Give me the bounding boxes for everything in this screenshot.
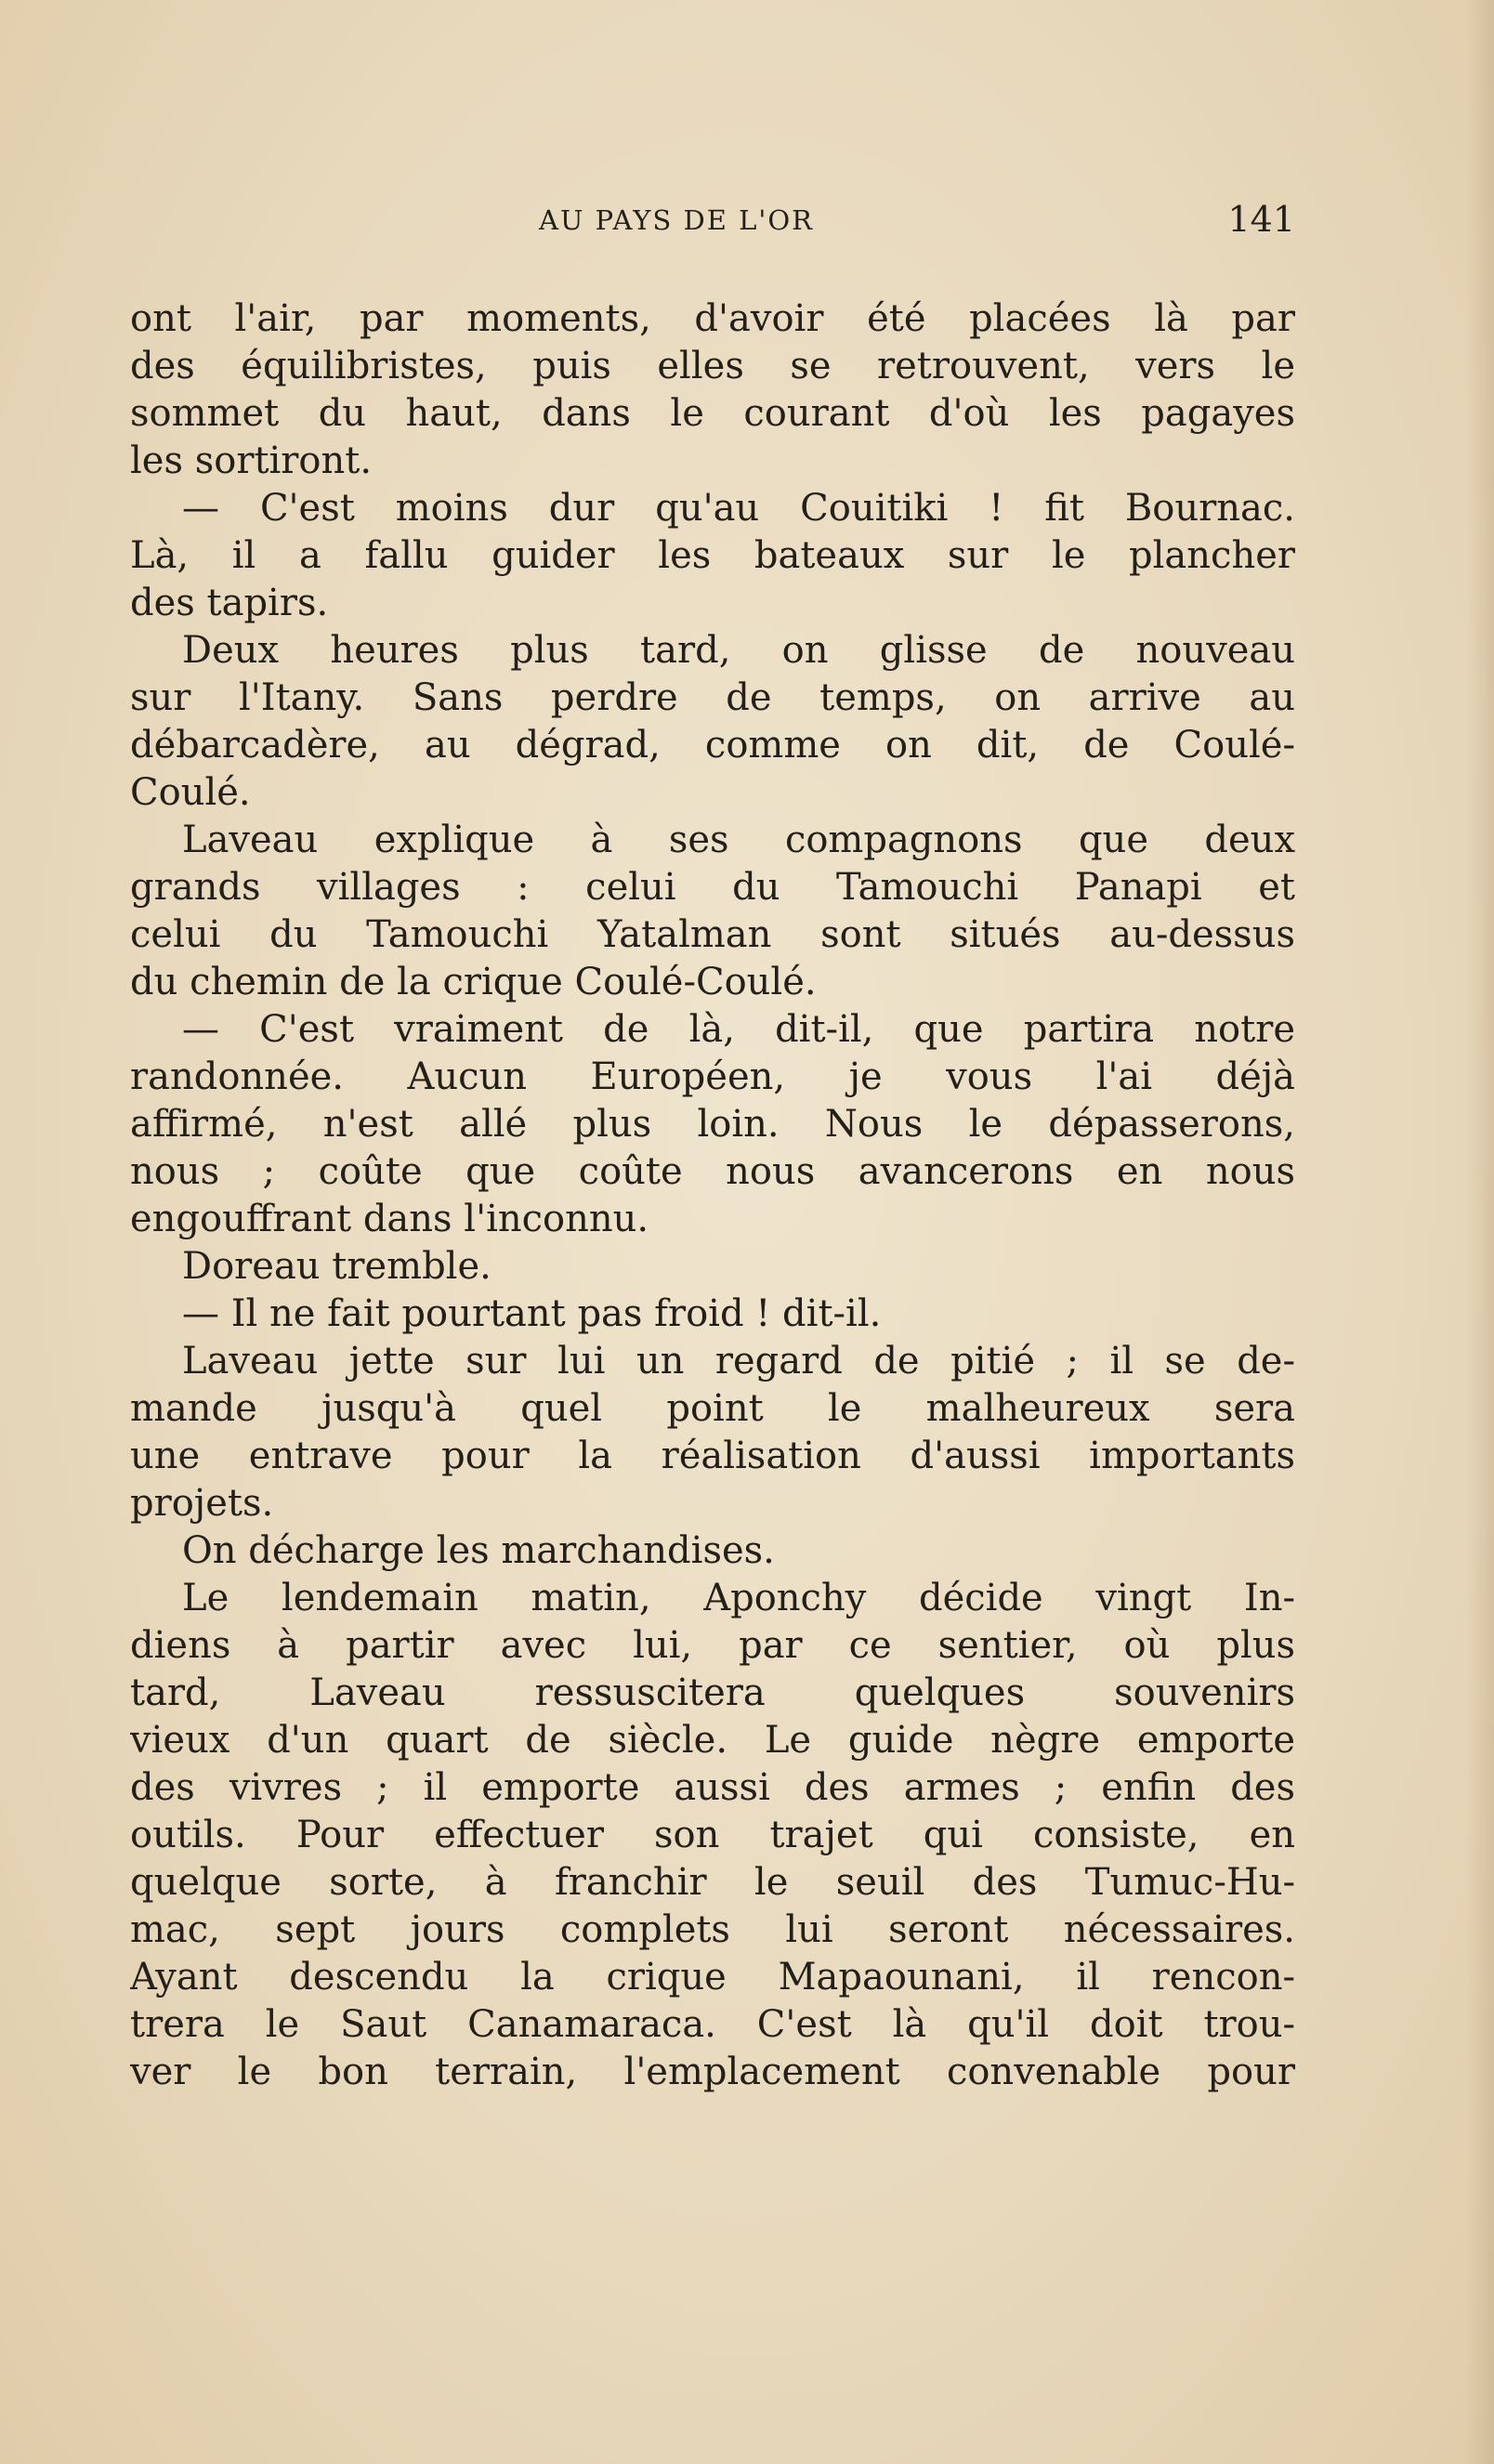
text-line: Doreau tremble.	[182, 1245, 491, 1288]
text-line: celui du Tamouchi Yatalman sont situés au-dessus	[130, 913, 1295, 956]
text-line: des vivres ; il emporte aussi des armes ; enfin des	[130, 1766, 1295, 1809]
text-line: quelque sorte, à franchir le seuil des Tumuc-Hu-	[130, 1861, 1295, 1904]
text-line: randonnée. Aucun Européen, je vous l'ai déjà	[130, 1055, 1295, 1098]
text-line: Là, il a fallu guider les bateaux sur le plancher	[130, 534, 1295, 577]
text-line: mande jusqu'à quel point le malheureux sera	[130, 1387, 1295, 1430]
text-line: du chemin de la crique Coulé-Coulé.	[130, 961, 817, 1003]
text-line: On décharge les marchandises.	[182, 1529, 775, 1572]
text-line: tard, Laveau ressuscitera quelques souvenirs	[130, 1671, 1295, 1714]
text-line: Deux heures plus tard, on glisse de nouveau	[182, 629, 1295, 672]
text-line: Laveau explique à ses compagnons que deux	[182, 819, 1295, 861]
page-number: 141	[1227, 199, 1295, 240]
text-line: débarcadère, au dégrad, comme on dit, de Coulé-	[130, 724, 1295, 767]
page-header	[130, 197, 1295, 249]
text-line: mac, sept jours complets lui seront nécessaires.	[130, 1908, 1295, 1951]
text-line: Le lendemain matin, Aponchy décide vingt In-	[182, 1577, 1295, 1619]
text-line: projets.	[130, 1482, 274, 1525]
text-line: une entrave pour la réalisation d'aussi importants	[130, 1435, 1295, 1477]
text-line: trera le Saut Canamaraca. C'est là qu'il doit trou-	[130, 2003, 1295, 2046]
text-line: — Il ne fait pourtant pas froid ! dit-il.	[182, 1292, 882, 1335]
text-line: des équilibristes, puis elles se retrouvent, vers le	[130, 345, 1295, 387]
text-line: ont l'air, par moments, d'avoir été placées là par	[130, 297, 1295, 340]
text-line: — C'est vraiment de là, dit-il, que partira notre	[182, 1008, 1295, 1051]
text-line: Ayant descendu la crique Mapaounani, il rencon-	[130, 1956, 1295, 1999]
text-line: outils. Pour effectuer son trajet qui consiste, en	[130, 1814, 1295, 1856]
text-line: — C'est moins dur qu'au Couitiki ! fit Bournac.	[182, 487, 1295, 530]
text-line: engouffrant dans l'inconnu.	[130, 1198, 649, 1240]
text-line: Laveau jette sur lui un regard de pitié ; il se de-	[182, 1340, 1295, 1383]
text-line: les sortiront.	[130, 439, 373, 482]
text-line: nous ; coûte que coûte nous avancerons en nous	[130, 1150, 1295, 1193]
text-line: grands villages : celui du Tamouchi Panapi et	[130, 866, 1295, 909]
page-edge-shadow	[1466, 0, 1494, 2464]
text-line: des tapirs.	[130, 582, 329, 624]
text-line: affirmé, n'est allé plus loin. Nous le dépasserons,	[130, 1103, 1295, 1146]
body-text	[130, 295, 1295, 2096]
text-line: sommet du haut, dans le courant d'où les pagayes	[130, 392, 1295, 435]
text-line: sur l'Itany. Sans perdre de temps, on arrive au	[130, 676, 1295, 719]
text-line: vieux d'un quart de siècle. Le guide nègre emporte	[130, 1719, 1295, 1762]
text-line: ver le bon terrain, l'emplacement convenable pour	[130, 2051, 1295, 2093]
text-line: Coulé.	[130, 771, 251, 814]
text-line: diens à partir avec lui, par ce sentier, où plus	[130, 1624, 1295, 1667]
running-head: AU PAYS DE L'OR	[539, 204, 814, 236]
